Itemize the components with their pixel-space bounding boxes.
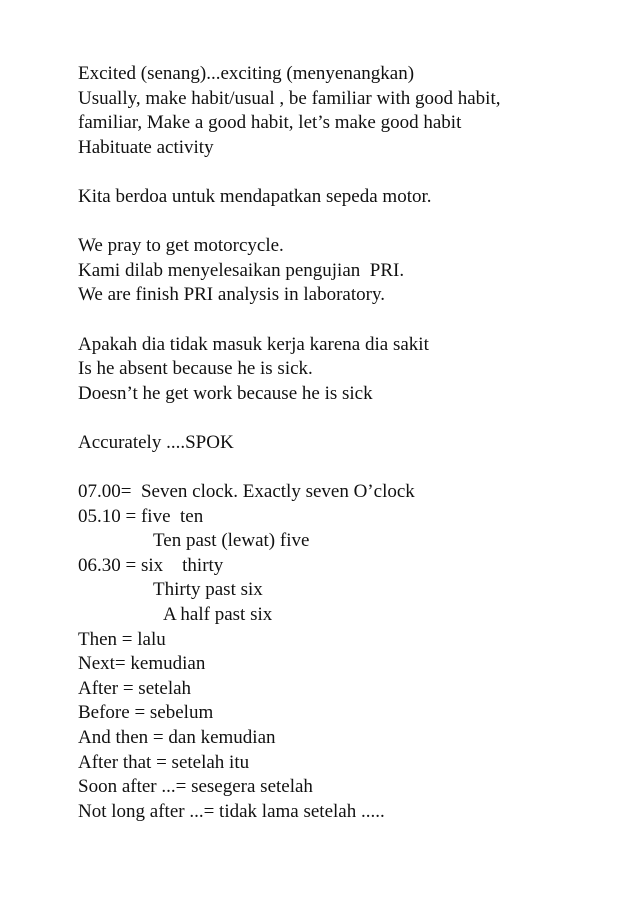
- text-line: 06.30 = six thirty: [78, 555, 224, 576]
- text-line: And then = dan kemudian: [78, 727, 276, 748]
- text-line: Then = lalu: [78, 629, 166, 650]
- text-line: Kami dilab menyelesaikan pengujian PRI.: [78, 260, 405, 281]
- text-line: Soon after ...= sesegera setelah: [78, 776, 313, 797]
- text-line: Thirty past six: [153, 579, 263, 600]
- text-line: We pray to get motorcycle.: [78, 235, 284, 256]
- text-line: We are finish PRI analysis in laboratory.: [78, 284, 385, 305]
- text-line: After = setelah: [78, 678, 192, 699]
- text-line: Next= kemudian: [78, 653, 206, 674]
- text-line: Doesn’t he get work because he is sick: [78, 383, 373, 404]
- text-line: Ten past (lewat) five: [153, 530, 310, 551]
- text-line: Before = sebelum: [78, 702, 214, 723]
- text-line: Habituate activity: [78, 137, 214, 158]
- text-line: 05.10 = five ten: [78, 506, 204, 527]
- text-line: After that = setelah itu: [78, 752, 250, 773]
- text-line: familiar, Make a good habit, let’s make good habit: [78, 112, 462, 133]
- text-line: A half past six: [163, 604, 273, 625]
- text-line: Is he absent because he is sick.: [78, 358, 313, 379]
- text-line: Kita berdoa untuk mendapatkan sepeda motor.: [78, 186, 432, 207]
- text-line: Accurately ....SPOK: [78, 432, 234, 453]
- text-line: Usually, make habit/usual , be familiar with good habit,: [78, 88, 501, 109]
- text-line: Apakah dia tidak masuk kerja karena dia sakit: [78, 334, 429, 355]
- text-line: Excited (senang)...exciting (menyenangkan): [78, 63, 415, 84]
- text-line: Not long after ...= tidak lama setelah .....: [78, 801, 385, 822]
- text-line: 07.00= Seven clock. Exactly seven O’clock: [78, 481, 415, 502]
